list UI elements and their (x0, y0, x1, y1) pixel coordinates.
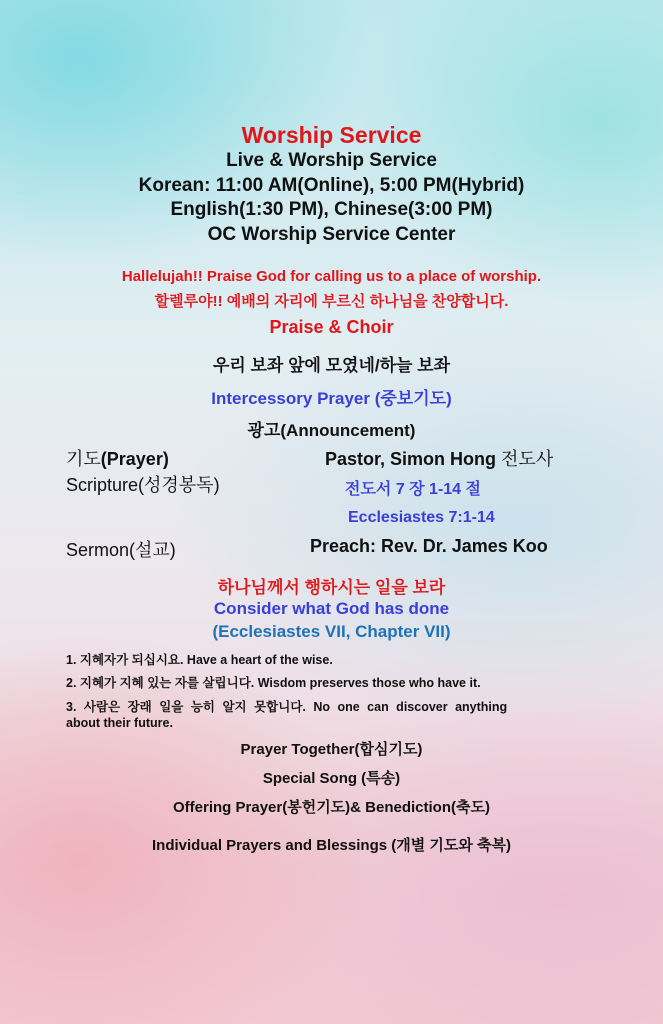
intercessory-prayer: Intercessory Prayer (중보기도) (211, 389, 452, 408)
sermon-label: Sermon(설교) (66, 540, 176, 560)
praise-choir-heading: Praise & Choir (269, 317, 394, 337)
preacher: Preach: Rev. Dr. James Koo (310, 536, 548, 556)
scripture-reference-ko: 전도서 7 장 1-14 절 (345, 481, 481, 498)
greeting-korean: 할렐루야!! 예배의 자리에 부르신 하나님을 찬양합니다. (154, 293, 509, 310)
prayer-label-en: (Prayer) (100, 449, 169, 469)
scripture-reference-en: Ecclesiastes 7:1-14 (348, 509, 495, 526)
service-location: OC Worship Service Center (207, 224, 456, 245)
special-song: Special Song (특송) (262, 770, 401, 787)
sermon-point-3: 3. 사람은 장래 일을 능히 알지 못합니다. No one can discover anything (66, 700, 508, 714)
english-chinese-times: English(1:30 PM), Chinese(3:00 PM) (170, 199, 493, 220)
greeting-english: Hallelujah!! Praise God for calling us to a place of worship. (121, 268, 542, 285)
service-title: Worship Service (241, 122, 422, 148)
korean-times: Korean: 11:00 AM(Online), 5:00 PM(Hybrid) (138, 175, 525, 196)
individual-prayers: Individual Prayers and Blessings (개별 기도와 축복) (151, 837, 511, 854)
scripture-label: Scripture(성경봉독) (66, 475, 220, 495)
sermon-title-korean: 하나님께서 행하시는 일을 보라 (217, 578, 446, 597)
service-subtitle: Live & Worship Service (226, 150, 437, 171)
prayer-leader-title: 전도사 (501, 449, 554, 469)
prayer-leader (325, 445, 553, 471)
prayer-label (66, 445, 169, 471)
sermon-title-reference: (Ecclesiastes VII, Chapter VII) (212, 622, 451, 641)
prayer-together: Prayer Together(합심기도) (240, 741, 423, 758)
sermon-point-3-continued: about their future. (66, 716, 173, 730)
prayer-leader-name: Pastor, Simon Hong (325, 449, 497, 469)
announcement: 광고(Announcement) (247, 421, 416, 440)
sermon-point-1: 1. 지혜자가 되십시요. Have a heart of the wise. (66, 653, 333, 667)
sermon-title-english: Consider what God has done (213, 599, 450, 618)
sermon-point-2: 2. 지혜가 지혜 있는 자를 살립니다. Wisdom preserves those who have it. (66, 676, 481, 690)
hymn-title: 우리 보좌 앞에 모였네/하늘 보좌 (212, 356, 451, 375)
offering-benediction: Offering Prayer(봉헌기도)& Benediction(축도) (173, 799, 490, 816)
prayer-label-ko: 기도 (66, 449, 101, 469)
